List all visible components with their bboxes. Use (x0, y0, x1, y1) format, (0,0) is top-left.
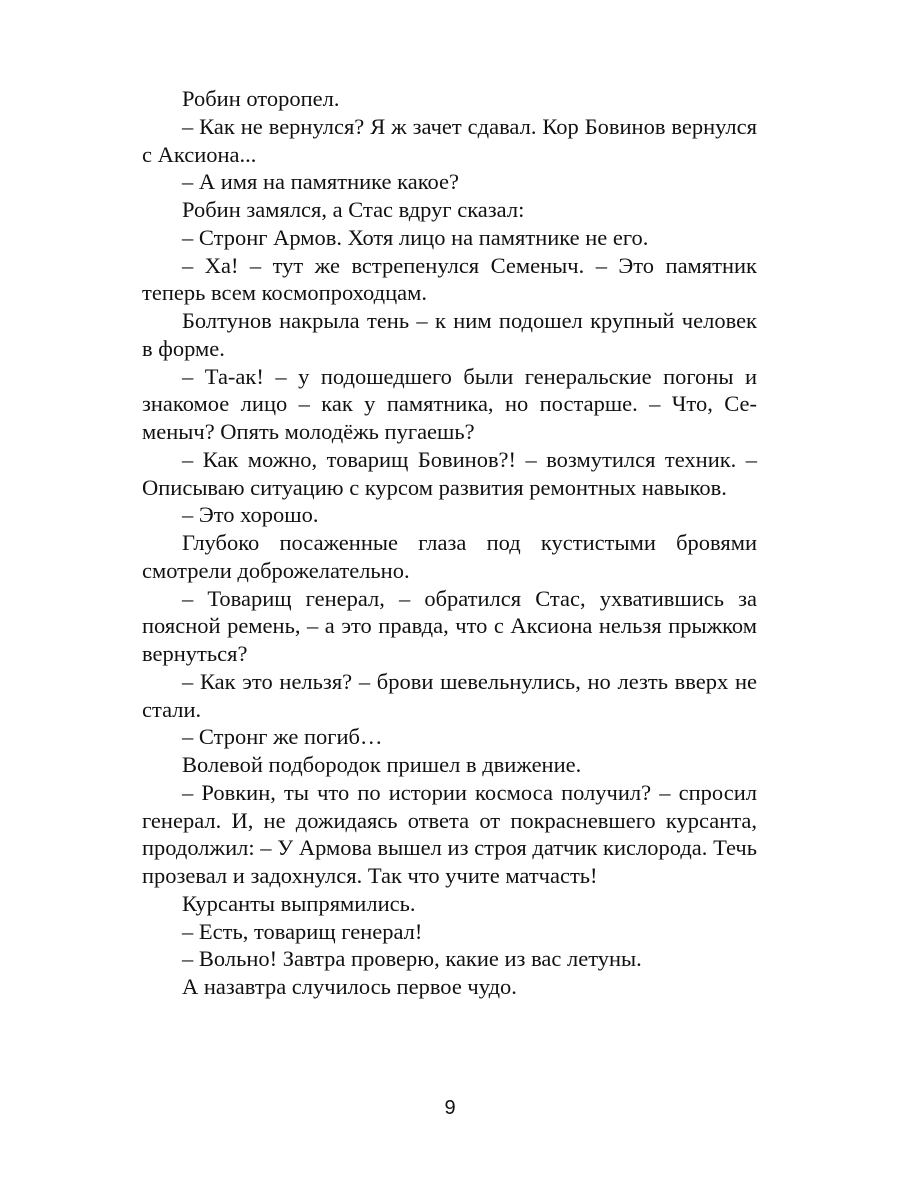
paragraph: – Это хорошо. (182, 502, 319, 528)
paragraph: Робин замялся, а Стас вдруг сказал: (182, 197, 525, 222)
paragraph: – Как не вернулся? Я ж зачет сдавал. Кор Бовинов вернулся с Аксиона... (142, 113, 757, 167)
paragraph: Курсанты выпрямились. (182, 890, 416, 916)
paragraph: – Как можно, товарищ Бовинов?! – возмутился техник. – Описываю ситуацию с курсом развития ремонтных навыков. (142, 446, 757, 500)
paragraph: – Та-ак! – у подошедшего были генеральские погоны и знакомое лицо – как у памятника, но постарше. – Что, Семеныч? Опять молодёжь пугаешь? (142, 363, 757, 444)
paragraph: – Стронг Армов. Хотя лицо на памятнике не его. (182, 224, 649, 250)
paragraph: – Вольно! Завтра проверю, какие из вас летуны. (182, 946, 642, 972)
paragraph: – Как это нельзя? – брови шевельнулись, но лезть вверх не стали. (142, 668, 757, 722)
paragraph: Глубоко посаженные глаза под кустистыми бровями смотрели доброжелательно. (142, 530, 757, 583)
paragraph: – Стронг же погиб… (182, 724, 383, 750)
page-number: 9 (444, 1097, 456, 1119)
paragraph: Робин оторопел. (182, 86, 340, 111)
paragraph: – Ха! – тут же встрепенулся Семеныч. – Это памятник теперь всем космопроходцам. (142, 252, 757, 306)
paragraph: – Товарищ генерал, – обратился Стас, ухватившись за поясной ремень, – а это правда, что с Аксиона нельзя прыжком вернуться? (142, 585, 757, 666)
page-body-text (142, 85, 757, 1001)
paragraph: – А имя на памятнике какое? (182, 169, 460, 195)
paragraph: Волевой подбородок пришел в движение. (182, 752, 582, 777)
paragraph: – Есть, товарищ генерал! (182, 918, 423, 944)
paragraph: – Ровкин, ты что по истории космоса получил? – спросил генерал. И, не дожидаясь ответа от покрасневшего курсанта, продолжил: – У Армова вышел из строя датчик кислорода. Течь прозевал и задохнулся. Так что учите матчасть! (142, 779, 757, 888)
paragraph: Болтунов накрыла тень – к ним подошел крупный человек в форме. (142, 308, 757, 361)
paragraph: А назавтра случилось первое чудо. (182, 974, 517, 999)
